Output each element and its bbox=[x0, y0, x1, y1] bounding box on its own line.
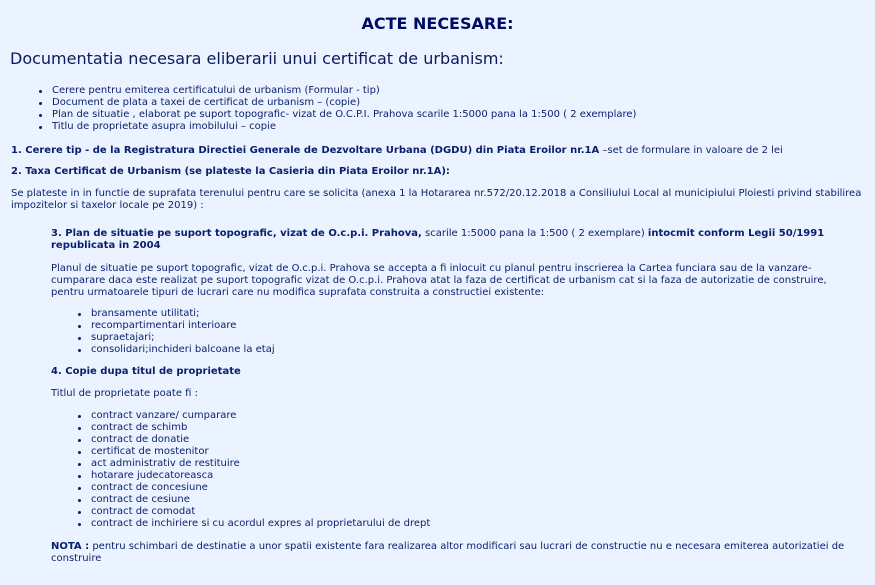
list-item: Document de plata a taxei de certificat de urbanism – (copie) bbox=[36, 97, 636, 109]
list-item: contract de inchiriere si cu acordul expres al proprietarului de drept bbox=[75, 518, 430, 530]
item-2-body: Se plateste in in functie de suprafata terenului pentru care se solicita (anexa 1 la Hotararea nr.572/20.12.2018 a Consiliului Local al municipiului Ploiesti privind stabilirea impozitelor si taxelor locale pe 2019) : bbox=[11, 188, 862, 211]
page-title: ACTE NECESARE: bbox=[361, 14, 514, 33]
nota-paragraph bbox=[51, 541, 851, 565]
list-item: contract de comodat bbox=[75, 506, 430, 518]
works-list bbox=[75, 308, 275, 356]
list-item: contract vanzare/ cumparare bbox=[75, 410, 430, 422]
list-item: contract de concesiune bbox=[75, 482, 430, 494]
list-item: consolidari;inchideri balcoane la etaj bbox=[75, 344, 275, 356]
list-item: bransamente utilitati; bbox=[75, 308, 275, 320]
property-titles-list bbox=[75, 410, 430, 530]
required-documents-list bbox=[36, 85, 636, 133]
item-3-body: Planul de situatie pe suport topografic, vizat de O.c.p.i. Prahova se accepta a fi inlocuit cu planul pentru inscrierea la Cartea funciara sau de la vanzare-cumparare daca este realizat pe suport topografic vizat de O.c.p.i. Prahova atat la faza de certificat de urbanism cat si la faza de autorizatie de construire, pentru urmatoarele tipuri de lucrari care nu modifica suprafata construita a constructiei existente: bbox=[51, 263, 827, 298]
item-3-heading-bold: 3. Plan de situatie pe suport topografic, vizat de O.c.p.i. Prahova, bbox=[51, 228, 422, 239]
item-4-intro: Titlul de proprietate poate fi : bbox=[51, 388, 198, 399]
item-3-heading-normal: scarile 1:5000 pana la 1:500 ( 2 exemplare) bbox=[421, 228, 648, 239]
item-1-heading: 1. Cerere tip - de la Registratura Directiei Generale de Dezvoltare Urbana (DGDU) din Piata Eroilor nr.1A bbox=[11, 145, 600, 156]
list-item: supraetajari; bbox=[75, 332, 275, 344]
list-item: Cerere pentru emiterea certificatului de urbanism (Formular - tip) bbox=[36, 85, 636, 97]
item-1-cerere-tip bbox=[11, 145, 843, 157]
list-item: contract de donatie bbox=[75, 434, 430, 446]
item-2-heading: 2. Taxa Certificat de Urbanism (se plateste la Casieria din Piata Eroilor nr.1A): bbox=[11, 166, 450, 177]
list-item: Titlu de proprietate asupra imobilului – copie bbox=[36, 121, 636, 133]
item-3-heading bbox=[51, 228, 841, 252]
list-item: hotarare judecatoreasca bbox=[75, 470, 430, 482]
list-item: act administrativ de restituire bbox=[75, 458, 430, 470]
list-item: certificat de mostenitor bbox=[75, 446, 430, 458]
page-subtitle: Documentatia necesara eliberarii unui certificat de urbanism: bbox=[10, 49, 504, 68]
list-item: contract de cesiune bbox=[75, 494, 430, 506]
item-4-heading: 4. Copie dupa titul de proprietate bbox=[51, 366, 241, 377]
list-item: contract de schimb bbox=[75, 422, 430, 434]
item-1-text: –set de formulare in valoare de 2 lei bbox=[599, 145, 783, 156]
item-3-heading-bold-end: intocmit conform Legii 50/1991 republicata in 2004 bbox=[51, 228, 825, 251]
nota-text: pentru schimbari de destinatie a unor spatii existente fara realizarea altor modificari sau lucrari de constructie nu e necesara emiterea autorizatiei de construire bbox=[51, 541, 845, 564]
nota-label: NOTA : bbox=[51, 541, 90, 552]
list-item: recompartimentari interioare bbox=[75, 320, 275, 332]
list-item: Plan de situatie , elaborat pe suport topografic- vizat de O.C.P.I. Prahova scarile 1:5000 pana la 1:500 ( 2 exemplare) bbox=[36, 109, 636, 121]
